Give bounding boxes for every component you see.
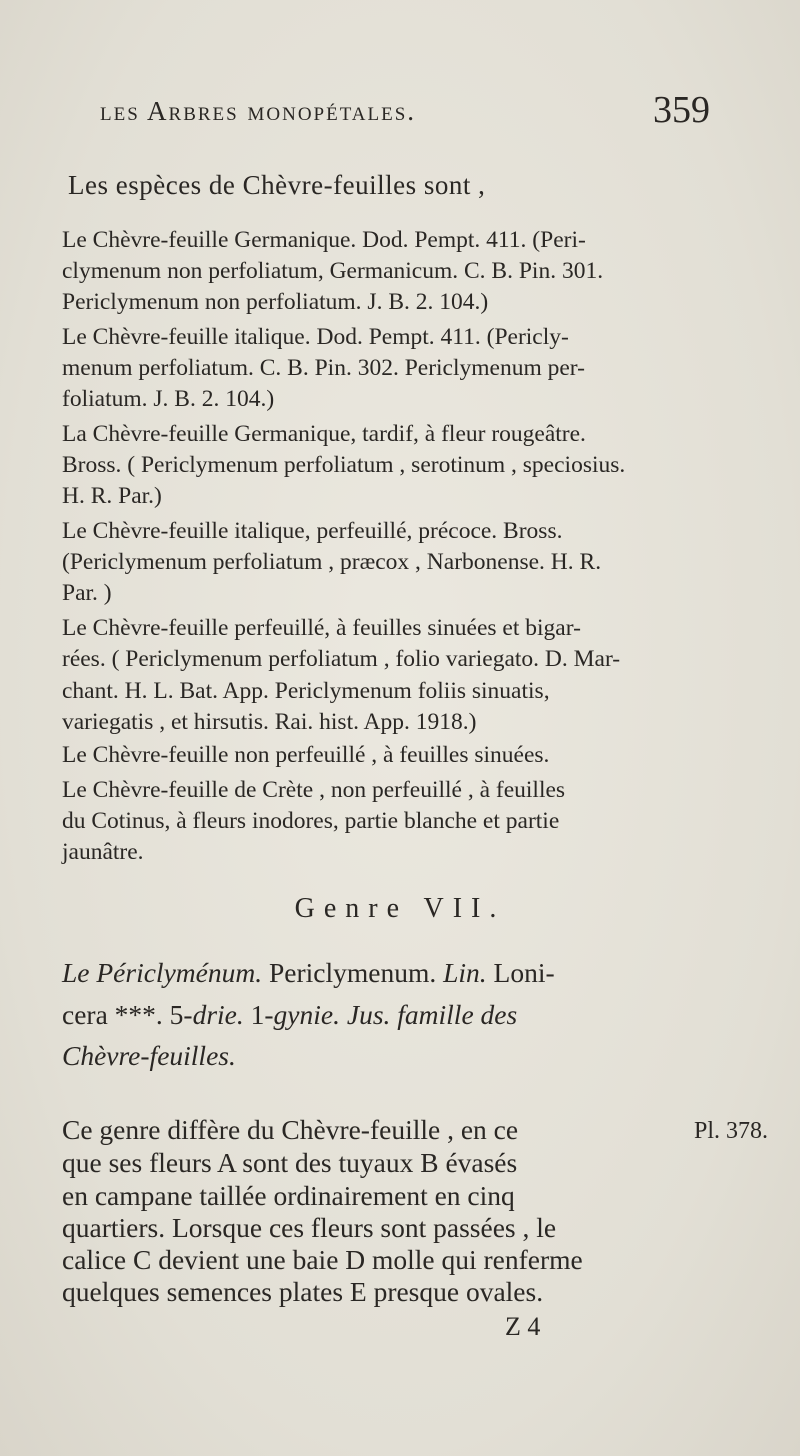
text-line: Le Chèvre-feuille Germanique. Dod. Pempt. 411. (Peri-: [62, 227, 586, 253]
text-line: Par. ): [62, 580, 112, 606]
genus-french-name: Le Périclyménum.: [62, 957, 263, 988]
description-line: calice C devient une baie D molle qui renferme: [62, 1244, 583, 1275]
text-line: foliatum. J. B. 2. 104.): [62, 386, 275, 412]
text-line: Bross. ( Periclymenum perfoliatum , serotinum , speciosius.: [62, 452, 626, 478]
text-line: (Periclymenum perfoliatum , præcox , Narbonense. H. R.: [62, 549, 602, 575]
description-line: en campane taillée ordinairement en cinq: [62, 1180, 515, 1211]
genre-heading: Genre VII.: [294, 893, 506, 924]
plate-reference: Pl. 378.: [694, 1118, 769, 1144]
lonicera-end: cera ***. 5-: [62, 999, 193, 1030]
genus-line-2: [62, 997, 517, 1033]
drie-text: drie.: [192, 999, 244, 1030]
gynie-prefix: 1-: [243, 999, 274, 1030]
text-line: du Cotinus, à fleurs inodores, partie blanche et partie: [62, 808, 560, 834]
jussieu-ref: Jus. famille des: [346, 999, 518, 1030]
running-title: les Arbres monopétales.: [100, 96, 417, 126]
text-line: H. R. Par.): [62, 483, 162, 509]
description-line: que ses fleurs A sont des tuyaux B évasés: [62, 1147, 518, 1178]
genus-latin-name: Periclymenum.: [268, 957, 437, 988]
text-line: Le Chèvre-feuille perfeuillé, à feuilles sinuées et bigar-: [62, 615, 581, 641]
text-line: Le Chèvre-feuille de Crète , non perfeuillé , à feuilles: [62, 777, 566, 803]
linnaeus-ref: Lin.: [443, 957, 487, 988]
text-line: Periclymenum non perfoliatum. J. B. 2. 104.): [62, 289, 489, 315]
text-line: rées. ( Periclymenum perfoliatum , folio variegato. D. Mar-: [62, 646, 621, 672]
description-line: quelques semences plates E presque ovales.: [62, 1276, 544, 1307]
gynie-text: gynie.: [273, 999, 340, 1030]
text-line: Le Chèvre-feuille italique. Dod. Pempt. 411. (Pericly-: [62, 324, 569, 350]
genus-line-3: Chèvre-feuilles.: [62, 1040, 236, 1071]
text-line: Le Chèvre-feuille italique, perfeuillé, précoce. Bross.: [62, 518, 563, 544]
intro-line: Les espèces de Chèvre-feuilles sont ,: [68, 170, 486, 200]
text-line: chant. H. L. Bat. App. Periclymenum foliis sinuatis,: [62, 678, 550, 704]
page-header: [100, 88, 710, 138]
text-line: jaunâtre.: [62, 839, 144, 865]
text-line: menum perfoliatum. C. B. Pin. 302. Periclymenum per-: [62, 355, 585, 381]
description-line: quartiers. Lorsque ces fleurs sont passées , le: [62, 1212, 557, 1243]
genus-line-1: [62, 955, 555, 991]
lonicera-start: Loni-: [493, 957, 555, 988]
text-line: clymenum non perfoliatum, Germanicum. C. B. Pin. 301.: [62, 258, 604, 284]
text-line: La Chèvre-feuille Germanique, tardif, à fleur rougeâtre.: [62, 421, 586, 447]
signature-mark: Z 4: [505, 1312, 541, 1341]
text-line: Le Chèvre-feuille non perfeuillé , à feuilles sinuées.: [62, 742, 550, 768]
page-number: 359: [653, 89, 710, 131]
description-line: Ce genre diffère du Chèvre-feuille , en ce: [62, 1114, 519, 1145]
text-line: variegatis , et hirsutis. Rai. hist. App. 1918.): [62, 709, 477, 735]
